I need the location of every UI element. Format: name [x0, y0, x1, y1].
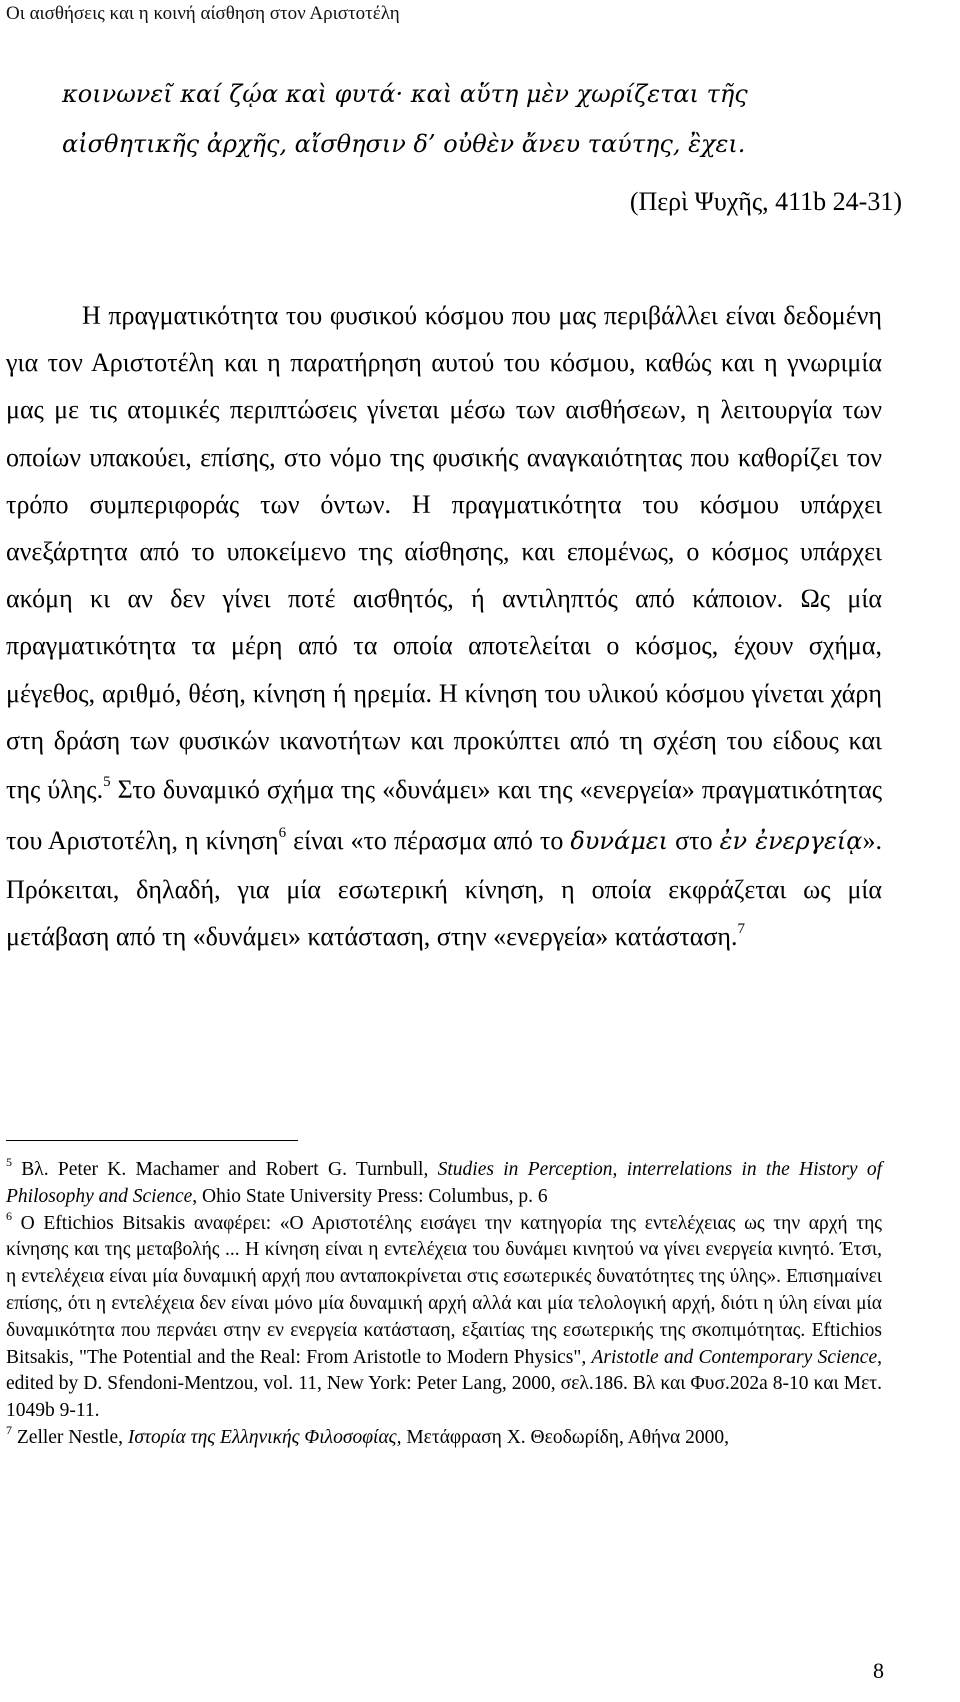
footnote-title: Studies in Perception, interrelations in the History of Philosophy and Science: [6, 1159, 882, 1207]
footnote-text: O Eftichios Bitsakis αναφέρει: «Ο Αριστοτέλης εισάγει την κατηγορία της εντελέχειας ως την αρχή της κίνησης και της μεταβολής ... Η κίνηση είναι η εντελέχεια του δυνάμει κινητού να γίνει ενεργεία κινητό. Έτσι, η εντελέχεια είναι μία δυναμική αρχή που ανταποκρίνεται στις εσωτερικές δυνατότητες της ύλης». Επισημαίνει επίσης, ότι η εντελέχεια δεν είναι μόνο μία δυναμική αρχή αλλά και μία τελολογική αρχή, διότι η ύλη είναι μία δυναμικότητα που περνάει στην εν ενεργεία κατάσταση, εξαιτίας της εσωτερικής της σκοπιμότητας. Eftichios Bitsakis, "The Potential and the Real: From Aristotle to Modern Physics",: [6, 1212, 882, 1368]
footnote-title: Aristotle and Contemporary Science: [591, 1346, 878, 1368]
footnote-7: [6, 1422, 882, 1452]
paragraph-text: Στο δυναμικό σχήμα της «δυνάμει» και της «ενεργεία» πραγματικότητας του Αριστοτέλη, η κίνηση: [6, 775, 883, 856]
footnote-5: [6, 1157, 882, 1211]
paragraph-text: είναι «το πέρασμα από το: [286, 826, 571, 856]
footnote-text: Βλ. Peter K. Machamer and Robert G. Turnbull,: [12, 1159, 438, 1180]
paragraph: [6, 292, 882, 960]
term-dynamei: δυνάμει: [570, 827, 669, 856]
body-text: [6, 292, 882, 960]
quote-line-1: κοινωνεῖ καί ζῴα καὶ φυτά· καὶ αὕτη μὲν χωρίζεται τῆς: [62, 80, 748, 108]
footnote-ref-5: 5: [103, 774, 111, 791]
paragraph-text: Η πραγματικότητα του φυσικού κόσμου που μας περιβάλλει είναι δεδομένη για τον Αριστοτέλη και η παρατήρηση αυτού του κόσμου, καθώς και η γνωριμία μας με τις ατομικές περιπτώσεις γίνεται μέσω των αισθήσεων, η λειτουργία των οποίων υπακούει, επίσης, στο νόμο της φυσικής αναγκαιότητας που καθορίζει τον τρόπο συμπεριφοράς των όντων. Η πραγματικότητα του κόσμου υπάρχει ανεξάρτητα από το υποκείμενο της αίσθησης, και επομένως, ο κόσμος υπάρχει ακόμη κι αν δεν γίνει ποτέ αισθητός, ή αντιληπτός από κάποιον. Ως μία πραγματικότητα τα μέρη από τα οποία αποτελείται ο κόσμος, έχουν σχήμα, μέγεθος, αριθμό, θέση, κίνηση ή ηρεμία. Η κίνηση του υλικού κόσμου γίνεται χάρη στη δράση των φυσικών ικανοτήτων και προκύπτει από τη σχέση του είδους και της ύλης.: [6, 301, 882, 805]
running-header: Οι αισθήσεις και η κοινή αίσθηση στον Αριστοτέλη: [6, 3, 400, 24]
quote-citation: (Περὶ Ψυχῆς, 411b 24-31): [629, 187, 902, 216]
footnote-text: Μετάφραση Χ. Θεοδωρίδη, Αθήνα 2000,: [401, 1426, 730, 1448]
paragraph-text: ». Πρόκειται, δηλαδή, για μία εσωτερική κίνηση, η οποία εκφράζεται ως μία μετάβαση από τη «δυνάμει» κατάσταση, στην «ενεργεία» κατάσταση.: [6, 826, 882, 952]
footnote-ref-7: 7: [737, 921, 746, 938]
quote-line-2: αἰσθητικῆς ἀρχῆς, αἴσθησιν δ’ οὐθὲν ἄνευ ταύτης, ἒχει.: [62, 130, 746, 158]
footnote-text: , edited by D. Sfendoni-Mentzou, vol. 11, New York: Peter Lang, 2000, σελ.186. Βλ και Φυσ.202a 8-10 και Μετ. 1049b 9-11.: [6, 1346, 882, 1422]
footnote-text: Zeller Nestle,: [12, 1426, 128, 1448]
term-en-energeia: ἐν ἐνεργείᾳ: [719, 827, 863, 856]
footnotes: [6, 1157, 882, 1452]
footnote-text: , Ohio State University Press: Columbus, p. 6: [192, 1185, 548, 1207]
paragraph-text: στο: [668, 826, 720, 856]
footnote-title: Ιστορία της Ελληνικής Φιλοσοφίας,: [127, 1426, 402, 1448]
footnote-number: 5: [6, 1155, 12, 1169]
footnote-ref-6: 6: [278, 825, 287, 842]
footnote-number: 6: [6, 1208, 12, 1223]
footnote-6: [6, 1208, 882, 1425]
footnote-separator: [6, 1140, 298, 1141]
page-number: 8: [873, 1658, 884, 1683]
footnote-number: 7: [6, 1422, 12, 1437]
